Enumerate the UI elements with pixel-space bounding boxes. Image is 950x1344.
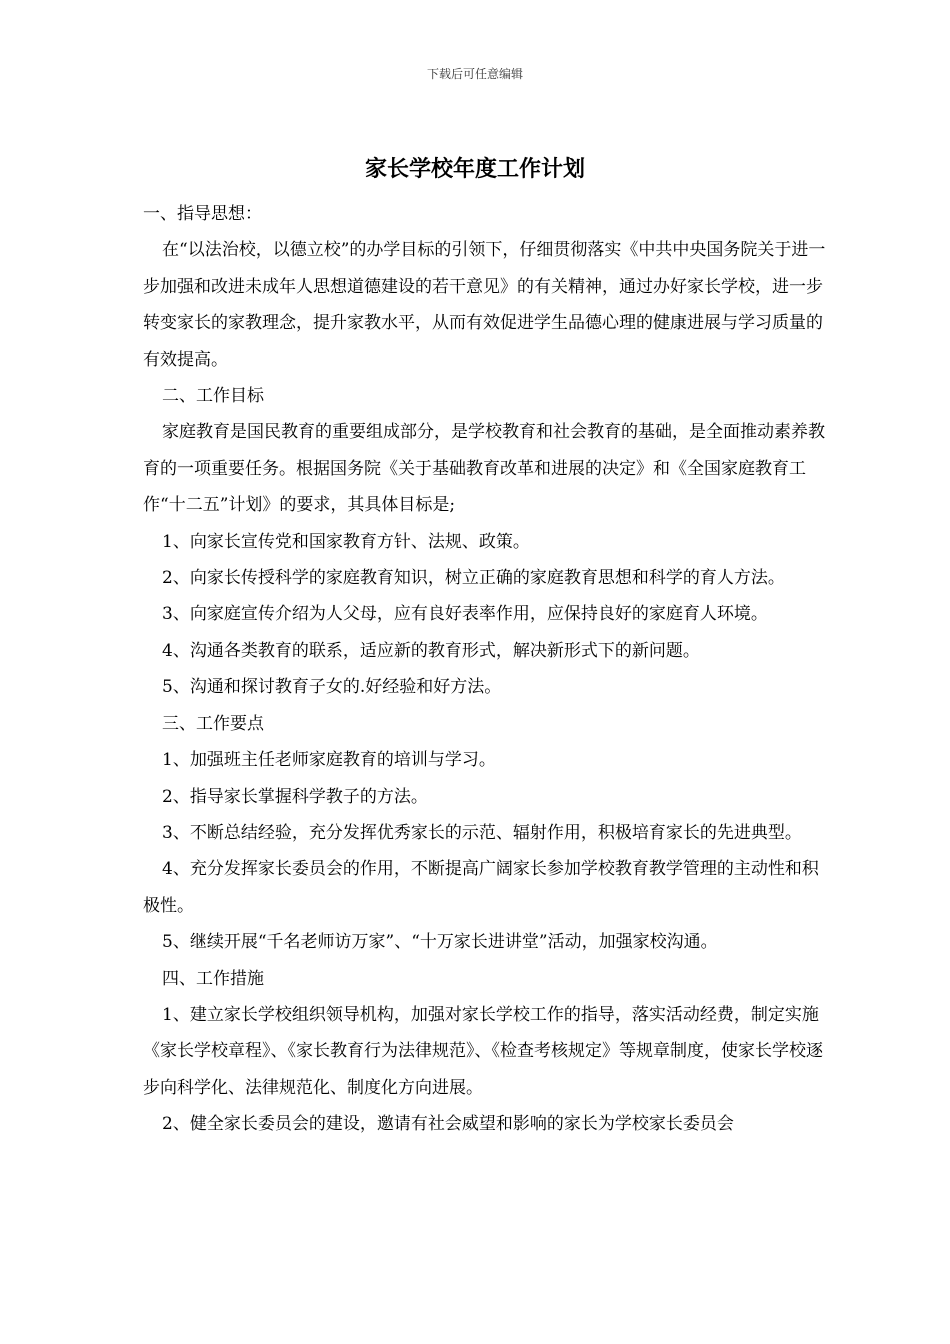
header-note: 下载后可任意编辑 bbox=[426, 67, 523, 81]
paragraph: 四、工作措施 bbox=[162, 968, 264, 989]
document-body bbox=[143, 196, 833, 1143]
document-title: 家长学校年度工作计划 bbox=[364, 157, 585, 182]
paragraph: 1、向家长宣传党和国家教育方针、法规、政策。 bbox=[162, 531, 530, 552]
paragraph: 1、加强班主任老师家庭教育的培训与学习。 bbox=[162, 750, 496, 771]
paragraph: 一、指导思想： bbox=[143, 204, 262, 224]
paragraph: 3、不断总结经验，充分发挥优秀家长的示范、辐射作用，积极培育家长的先进典型。 bbox=[162, 822, 802, 843]
paragraph: 家庭教育是国民教育的重要组成部分，是学校教育和社会教育的基础，是全面推动素养教育的一项重要任务。根据国务院《关于基础教育改革和进展的决定》和《全国家庭教育工作“十二五”计划》的要求，其具体目标是; bbox=[143, 422, 825, 516]
paragraph: 2、指导家长掌握科学教子的方法。 bbox=[162, 786, 428, 807]
paragraph: 在“以法治校，以德立校”的办学目标的引领下，仔细贯彻落实《中共中央国务院关于进一步加强和改进未成年人思想道德建设的若干意见》的有关精神，通过办好家长学校，进一步转变家长的家教理念，提升家教水平，从而有效促进学生品德心理的健康进展与学习质量的有效提高。 bbox=[143, 240, 826, 370]
paragraph: 4、沟通各类教育的联系，适应新的教育形式，解决新形式下的新问题。 bbox=[162, 640, 700, 661]
paragraph: 二、工作目标 bbox=[162, 386, 264, 407]
paragraph: 5、继续开展“千名老师访万家”、“十万家长进讲堂”活动，加强家校沟通。 bbox=[162, 932, 718, 953]
paragraph: 2、健全家长委员会的建设，邀请有社会威望和影响的家长为学校家长委员会 bbox=[162, 1114, 734, 1135]
paragraph: 1、建立家长学校组织领导机构，加强对家长学校工作的指导，落实活动经费，制定实施《家长学校章程》、《家长教育行为法律规范》、《检查考核规定》等规章制度，使家长学校逐步向科学化、法律规范化、制度化方向进展。 bbox=[143, 1004, 823, 1098]
paragraph: 三、工作要点 bbox=[162, 713, 264, 734]
paragraph: 2、向家长传授科学的家庭教育知识，树立正确的家庭教育思想和科学的育人方法。 bbox=[162, 568, 785, 589]
paragraph: 4、充分发挥家长委员会的作用，不断提高广阔家长参加学校教育教学管理的主动性和积极性。 bbox=[143, 859, 819, 916]
paragraph: 3、向家庭宣传介绍为人父母，应有良好表率作用，应保持良好的家庭育人环境。 bbox=[162, 604, 768, 625]
paragraph: 5、沟通和探讨教育子女的.好经验和好方法。 bbox=[162, 677, 502, 698]
